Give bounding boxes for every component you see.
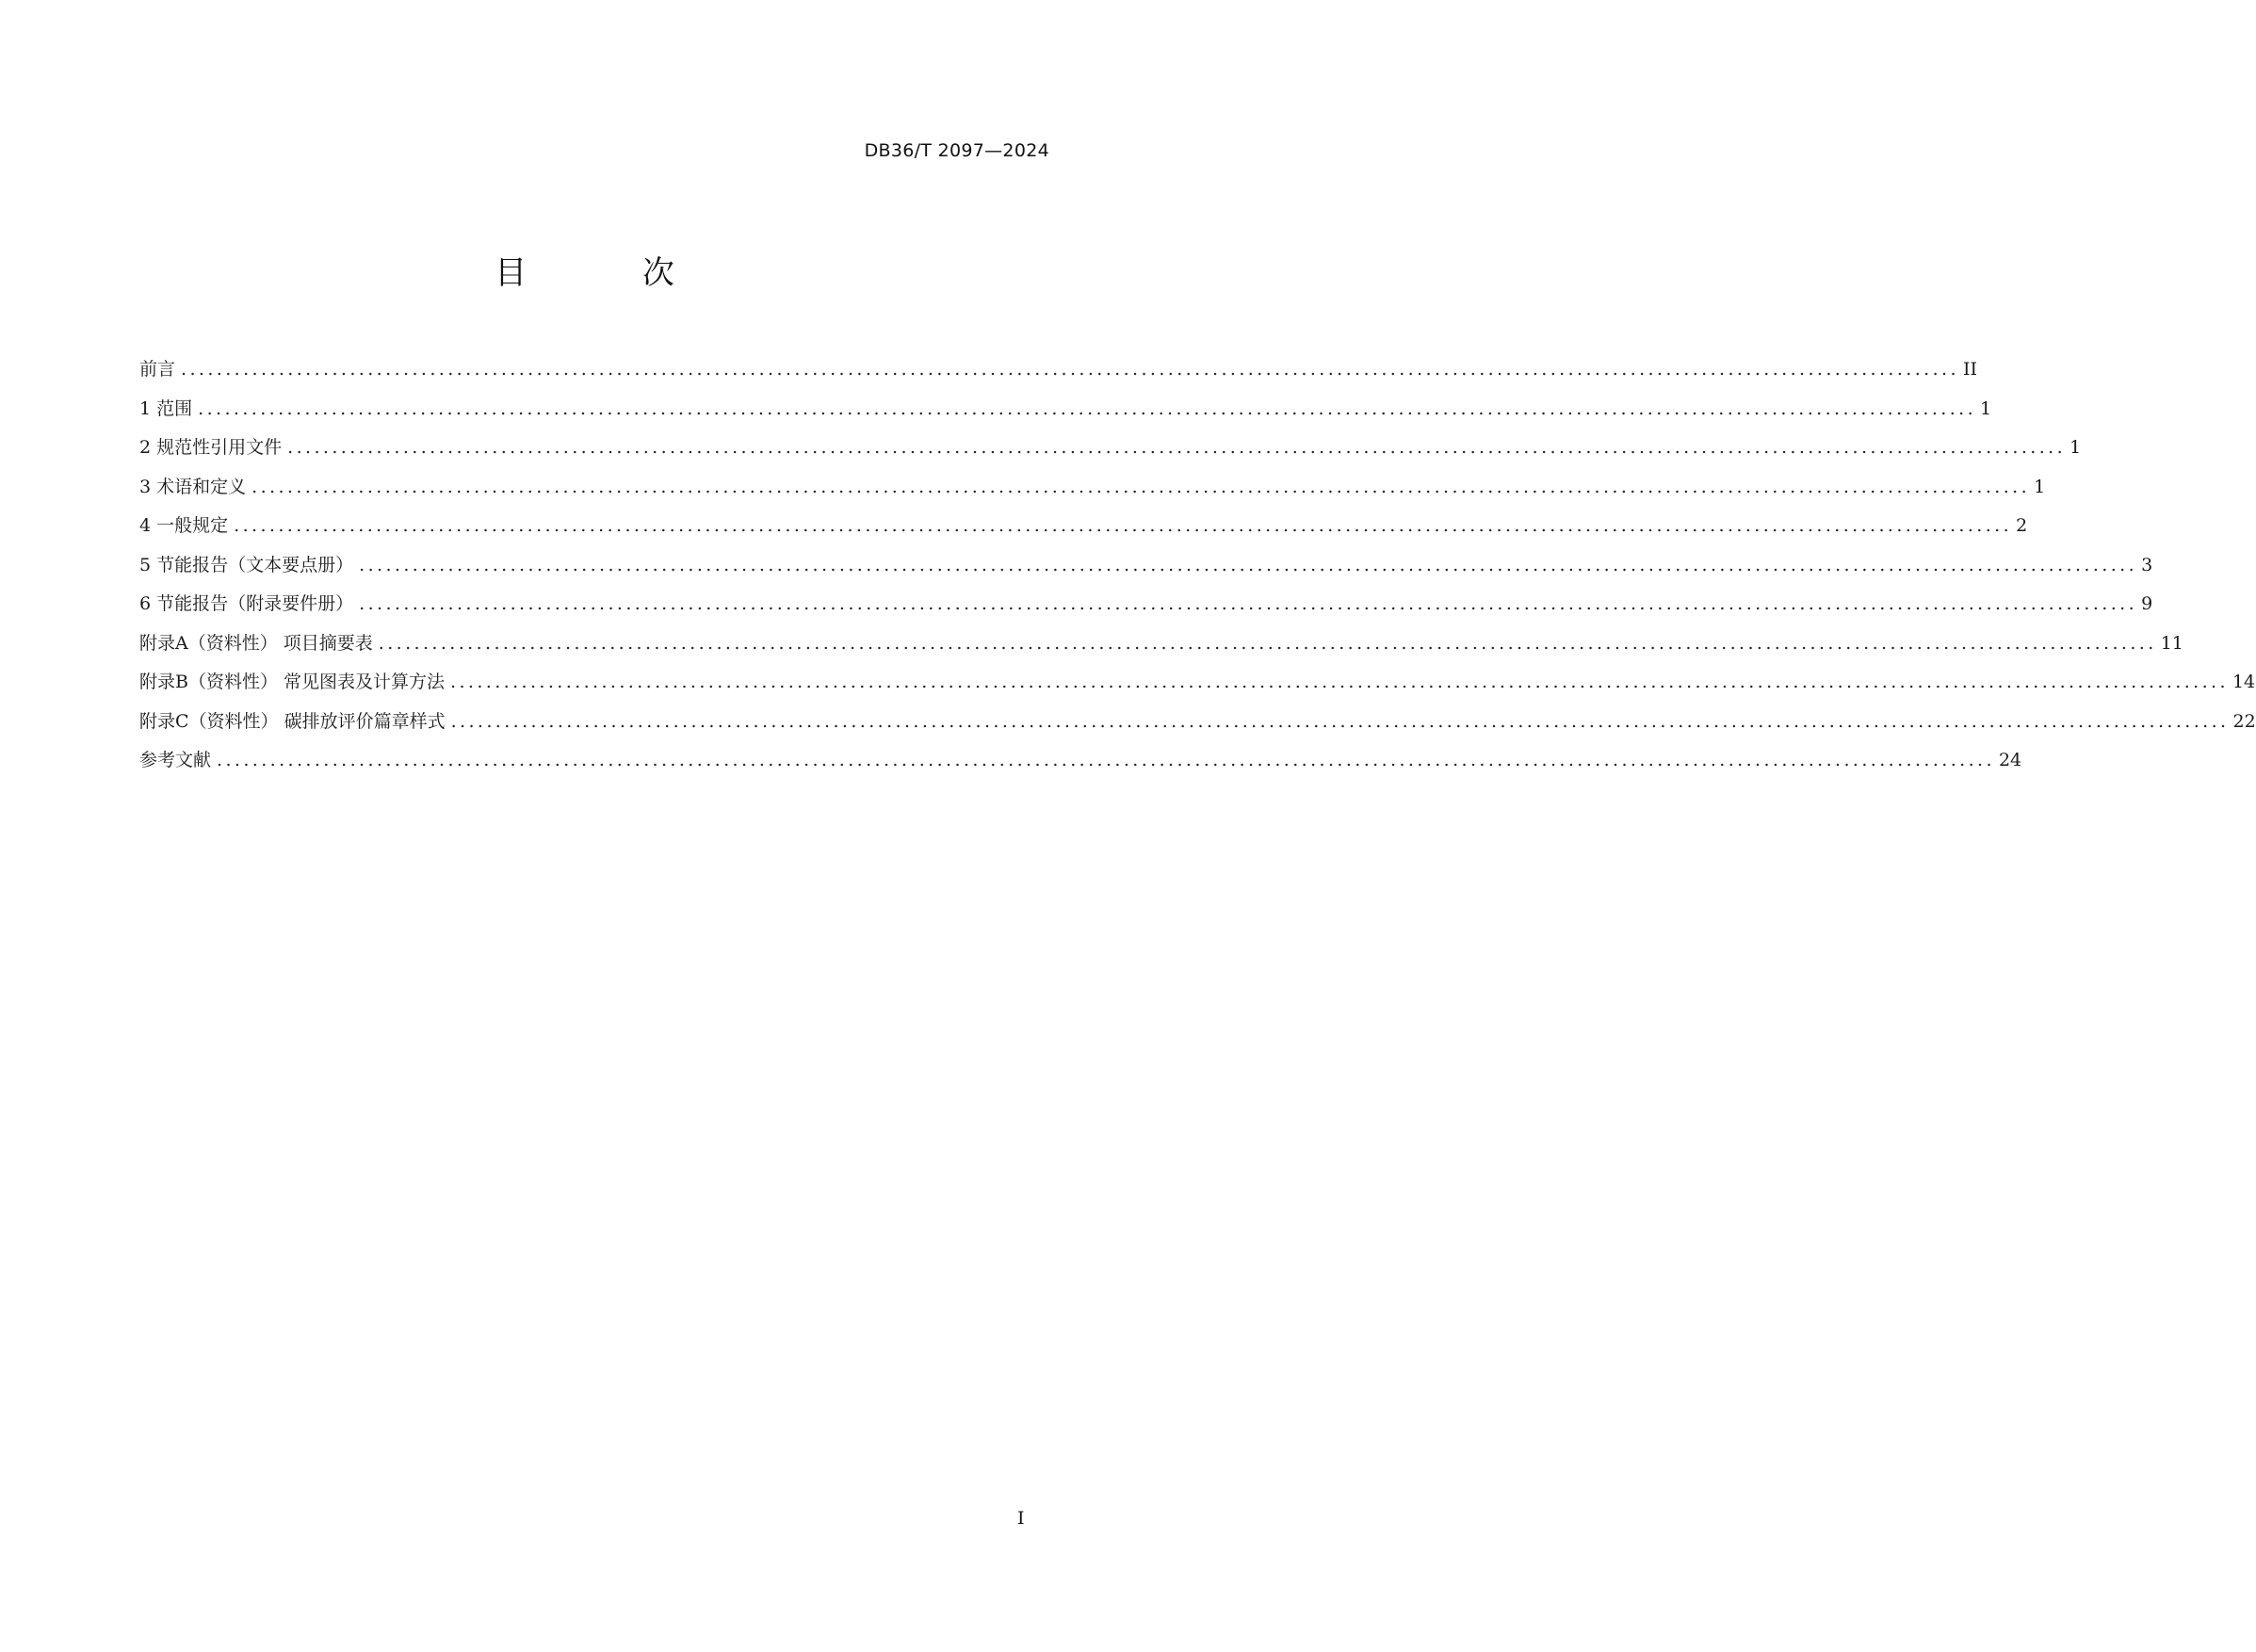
- toc-entry-page: 24: [1998, 750, 2022, 770]
- page-number: I: [1017, 1508, 1025, 1529]
- table-of-contents: [139, 350, 2256, 781]
- dot-leader: ........................................................................................................................................................................................................: [450, 710, 2230, 732]
- dot-leader: ........................................................................................................................................................................................................: [450, 672, 2229, 692]
- dot-leader: ........................................................................................................................................................................................................: [181, 359, 1959, 380]
- toc-entry-label: 1 范围: [139, 397, 193, 419]
- toc-entry-terms-definitions[interactable]: [139, 468, 2046, 508]
- toc-entry-normative-references[interactable]: [139, 429, 2082, 468]
- toc-title: 目 次: [495, 254, 727, 292]
- toc-entry-page: 3: [2141, 554, 2153, 575]
- toc-entry-label: 附录A（资料性） 项目摘要表: [139, 632, 373, 654]
- toc-entry-page: 2: [2016, 515, 2028, 536]
- dot-leader: ........................................................................................................................................................................................................: [287, 437, 2067, 458]
- toc-entry-bibliography[interactable]: [139, 741, 2022, 781]
- dot-leader: ........................................................................................................................................................................................................: [217, 750, 1995, 770]
- toc-entry-scope[interactable]: [139, 390, 1992, 429]
- toc-entry-general-provisions[interactable]: [139, 507, 2028, 546]
- toc-entry-page: 22: [2232, 710, 2256, 732]
- toc-entry-label: 6 节能报告（附录要件册）: [139, 593, 354, 614]
- toc-entry-page: 11: [2160, 632, 2183, 654]
- toc-entry-label: 2 规范性引用文件: [139, 437, 283, 458]
- toc-entry-label: 前言: [139, 359, 176, 380]
- toc-entry-appendix-c[interactable]: [139, 703, 2256, 742]
- toc-entry-page: 1: [2069, 437, 2082, 458]
- dot-leader: ........................................................................................................................................................................................................: [234, 515, 2013, 536]
- toc-entry-label: 5 节能报告（文本要点册）: [139, 554, 354, 575]
- toc-entry-label: 附录B（资料性） 常见图表及计算方法: [139, 672, 446, 692]
- toc-entry-label: 4 一般规定: [139, 515, 229, 536]
- toc-entry-report-text[interactable]: [139, 546, 2153, 586]
- dot-leader: ........................................................................................................................................................................................................: [359, 554, 2138, 575]
- toc-entry-page: 1: [1980, 397, 1992, 419]
- toc-entry-report-appendix[interactable]: [139, 585, 2153, 624]
- toc-entry-page: 14: [2232, 672, 2256, 692]
- toc-entry-appendix-a[interactable]: [139, 624, 2183, 664]
- toc-entry-label: 参考文献: [139, 750, 212, 770]
- toc-entry-label: 3 术语和定义: [139, 476, 247, 497]
- dot-leader: ........................................................................................................................................................................................................: [378, 632, 2157, 654]
- toc-entry-page: 9: [2141, 593, 2153, 614]
- dot-leader: ........................................................................................................................................................................................................: [198, 397, 1977, 419]
- dot-leader: ........................................................................................................................................................................................................: [359, 593, 2138, 614]
- toc-entry-appendix-b[interactable]: [139, 663, 2256, 703]
- toc-entry-page: 1: [2034, 476, 2046, 497]
- toc-entry-foreword[interactable]: [139, 350, 1977, 390]
- toc-entry-label: 附录C（资料性） 碳排放评价篇章样式: [139, 710, 446, 732]
- document-code: DB36/T 2097—2024: [864, 140, 1049, 161]
- dot-leader: ........................................................................................................................................................................................................: [252, 476, 2031, 497]
- toc-entry-page: II: [1962, 359, 1977, 380]
